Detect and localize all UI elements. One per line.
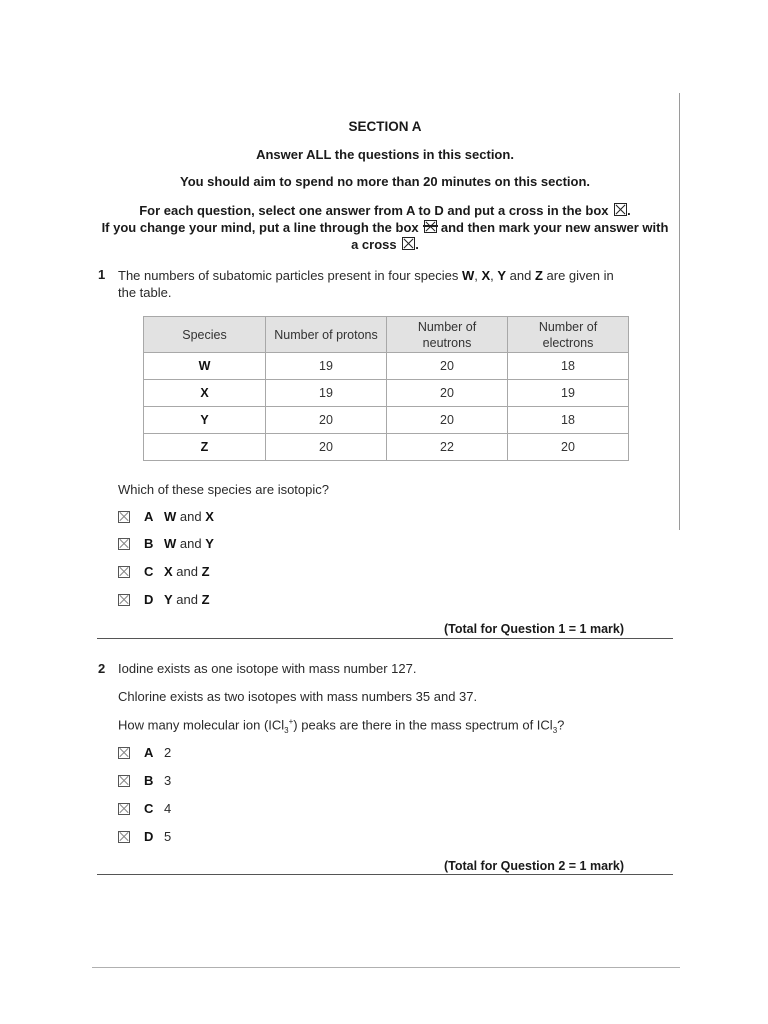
question-1-option-d[interactable]: D Y and Z bbox=[118, 592, 210, 607]
question-1-option-a[interactable]: A W and X bbox=[118, 509, 214, 524]
page-bottom-line bbox=[92, 967, 680, 968]
question-divider bbox=[97, 638, 673, 639]
col-neutrons: Number of neutrons bbox=[387, 317, 508, 353]
answer-checkbox[interactable] bbox=[118, 594, 130, 606]
table-row: Y 20 20 18 bbox=[144, 407, 629, 434]
question-2-line3: How many molecular ion (ICl$_3$+) peaks are there in the mass spectrum of ICl$_3$? bbox=[118, 717, 565, 735]
instruction-cross: For each question, select one answer from A to D and put a cross in the box . If you change your mind, put a line through the box and then mark your new answer with a cross . bbox=[101, 203, 669, 252]
question-1-number: 1 bbox=[98, 267, 106, 282]
answer-checkbox[interactable] bbox=[118, 803, 130, 815]
answer-checkbox[interactable] bbox=[118, 511, 130, 523]
table-header-row bbox=[144, 317, 629, 353]
crossed-box-icon bbox=[402, 237, 415, 250]
question-2-number: 2 bbox=[98, 661, 106, 676]
question-1-text: The numbers of subatomic particles present in four species W, X, Y and Z are given in the table. bbox=[118, 268, 614, 300]
particles-table bbox=[143, 316, 629, 461]
col-species: Species bbox=[144, 317, 266, 353]
section-title: SECTION A bbox=[348, 119, 422, 134]
answer-checkbox[interactable] bbox=[118, 566, 130, 578]
question-2-option-c[interactable]: C 4 bbox=[118, 801, 171, 816]
question-1-total: (Total for Question 1 = 1 mark) bbox=[443, 622, 624, 636]
instruction-time: You should aim to spend no more than 20 minutes on this section. bbox=[179, 174, 591, 189]
question-2-line1: Iodine exists as one isotope with mass number 127. bbox=[118, 661, 417, 676]
col-protons: Number of protons bbox=[266, 317, 387, 353]
answer-checkbox[interactable] bbox=[118, 775, 130, 787]
answer-checkbox[interactable] bbox=[118, 831, 130, 843]
answer-checkbox[interactable] bbox=[118, 538, 130, 550]
col-electrons: Number of electrons bbox=[508, 317, 629, 353]
struck-box-icon bbox=[424, 220, 437, 233]
question-2-option-d[interactable]: D 5 bbox=[118, 829, 171, 844]
instruction-answer-all: Answer ALL the questions in this section. bbox=[256, 147, 514, 162]
question-1-prompt: Which of these species are isotopic? bbox=[118, 482, 329, 497]
question-2-total: (Total for Question 2 = 1 mark) bbox=[443, 859, 624, 873]
table-row: W 19 20 18 bbox=[144, 353, 629, 380]
question-1-option-c[interactable]: C X and Z bbox=[118, 564, 210, 579]
answer-checkbox[interactable] bbox=[118, 747, 130, 759]
table-row: X 19 20 19 bbox=[144, 380, 629, 407]
table-row: Z 20 22 20 bbox=[144, 434, 629, 461]
question-2-option-a[interactable]: A 2 bbox=[118, 745, 171, 760]
page-edge-line bbox=[679, 93, 680, 530]
question-2-line2: Chlorine exists as two isotopes with mass numbers 35 and 37. bbox=[118, 689, 478, 704]
question-divider bbox=[97, 874, 673, 875]
crossed-box-icon bbox=[614, 203, 627, 216]
question-1-option-b[interactable]: B W and Y bbox=[118, 536, 214, 551]
question-2-option-b[interactable]: B 3 bbox=[118, 773, 171, 788]
